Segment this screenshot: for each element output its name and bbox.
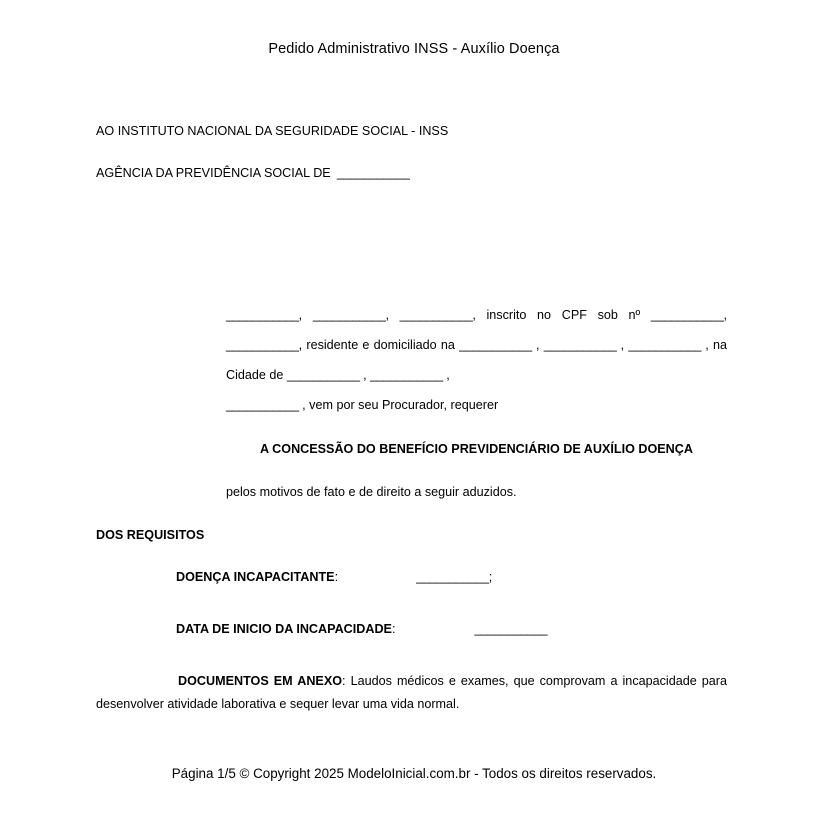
qualification-text-4: , vem por seu Procurador, requerer	[298, 398, 499, 412]
agency-blank-rule: ___________	[336, 166, 410, 180]
qualification-blank-5: ___________	[226, 338, 299, 352]
qualification-sep-7: ,	[442, 368, 450, 382]
qualification-sep-4: ,	[531, 338, 544, 352]
requirement-label-disease: DOENÇA INCAPACITANTE	[176, 570, 335, 584]
qualification-blank-10: ___________	[370, 368, 443, 382]
qualification-paragraph	[226, 300, 727, 420]
qualification-blank-4: ___________	[650, 308, 724, 322]
requirement-row-disease	[176, 568, 736, 586]
agency-label: AGÊNCIA DA PREVIDÊNCIA SOCIAL DE	[96, 166, 331, 180]
qualification-blank-1: ___________	[226, 308, 299, 322]
qualification-blank-9: ___________	[286, 368, 360, 382]
motives-line: pelos motivos de fato e de direito a seguir aduzidos.	[226, 485, 517, 499]
documents-paragraph	[96, 670, 727, 716]
request-heading: A CONCESSÃO DO BENEFÍCIO PREVIDENCIÁRIO DE AUXÍLIO DOENÇA	[260, 442, 693, 456]
page-title: Pedido Administrativo INSS - Auxílio Doença	[268, 41, 560, 57]
qualification-sep-5: ,	[616, 338, 629, 352]
qualification-blank-3: ___________	[399, 308, 473, 322]
qualification-sep-3: ,	[723, 308, 727, 322]
qualification-blank-6: ___________	[459, 338, 532, 352]
requirement-blank-disease: ___________	[416, 570, 489, 584]
section-heading-requisitos: DOS REQUISITOS	[96, 528, 205, 542]
requirement-separator-disease: :	[334, 570, 339, 584]
qualification-sep-6: ,	[359, 368, 371, 382]
qualification-blank-2: ___________	[312, 308, 386, 322]
documents-text: Laudos médicos e exames, que comprovam a incapacidade para desenvolver atividade laborativa e sequer levar uma vida normal.	[96, 674, 727, 711]
requirement-label-start-date: DATA DE INICIO DA INCAPACIDADE	[176, 622, 392, 636]
qualification-text-3: , na Cidade de	[226, 338, 727, 382]
addressee-line-agency	[96, 165, 756, 181]
documents-separator: :	[342, 674, 351, 688]
page-footer: Página 1/5 © Copyright 2025 ModeloInicial.com.br - Todos os direitos reservados.	[171, 766, 657, 781]
requirement-blank-start-date: ___________	[474, 622, 548, 636]
qualification-blank-11: ___________	[226, 398, 299, 412]
qualification-blank-8: ___________	[628, 338, 702, 352]
documents-label: DOCUMENTOS EM ANEXO	[178, 674, 343, 688]
qualification-text-1: , inscrito no CPF sob nº	[472, 308, 651, 322]
qualification-text-2: , residente e domiciliado na	[298, 338, 460, 352]
qualification-last-line	[226, 390, 727, 420]
qualification-sep-1: ,	[298, 308, 313, 322]
requirement-terminator-disease: ;	[488, 570, 493, 584]
requirement-separator-start-date: :	[391, 622, 396, 636]
addressee-block	[96, 123, 756, 181]
addressee-line-institute: AO INSTITUTO NACIONAL DA SEGURIDADE SOCIAL - INSS	[96, 124, 449, 138]
requirement-row-start-date	[176, 620, 736, 638]
qualification-sep-2: ,	[385, 308, 400, 322]
qualification-blank-7: ___________	[543, 338, 617, 352]
